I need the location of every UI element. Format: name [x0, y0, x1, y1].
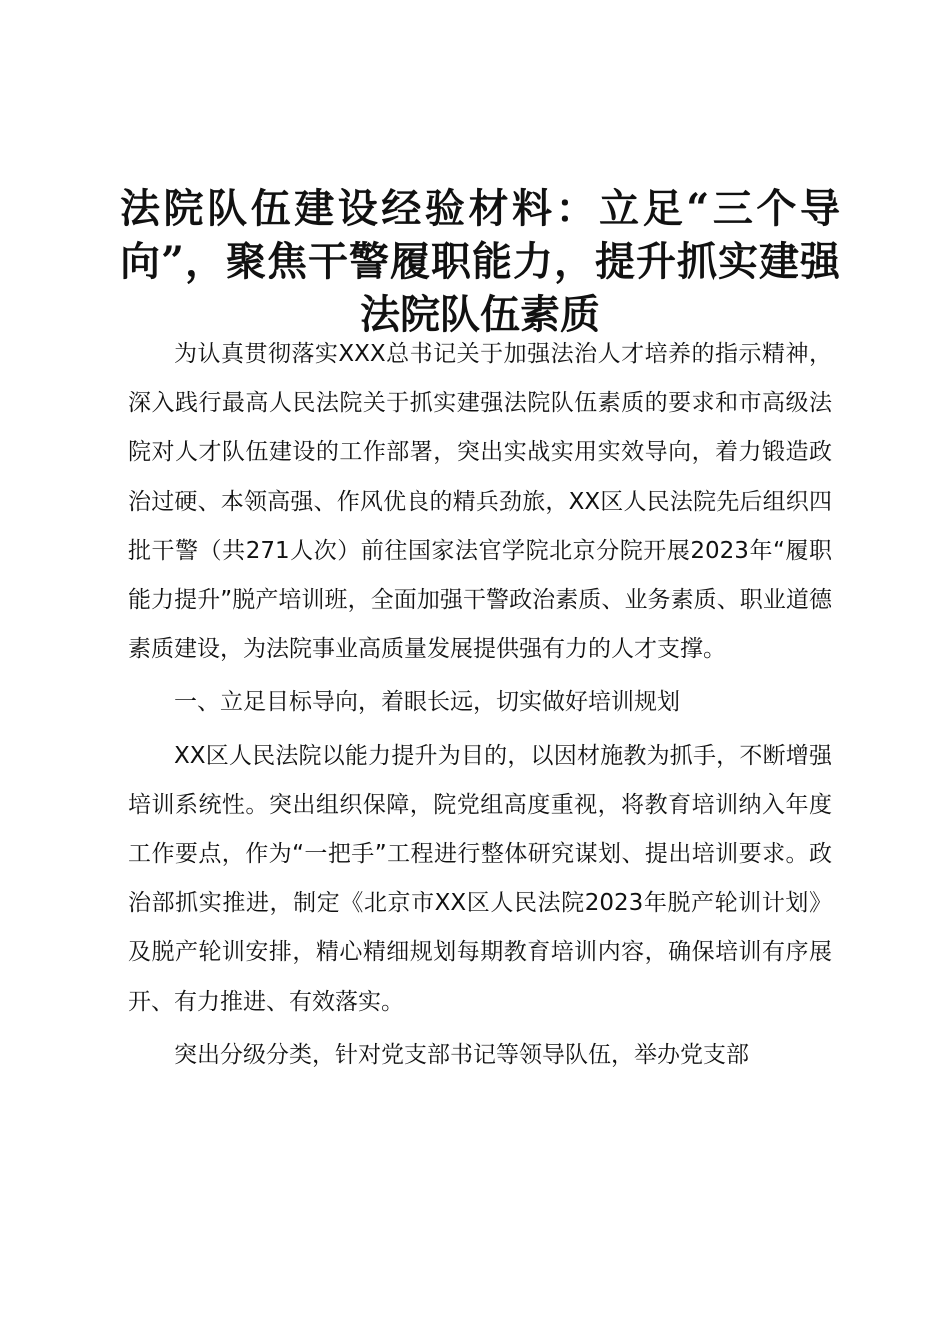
section-1-paragraph-1: XX区人民法院以能力提升为目的，以因材施教为抓手，不断增强培训系统性。突出组织保障，院党组高度重视，将教育培训纳入年度工作要点，作为“一把手”工程进行整体研究谋划、提出培训要求。政治部抓实推进，制定《北京市XX区人民法院2023年脱产轮训计划》及脱产轮训安排，精心精细规划每期教育培训内容，确保培训有序展开、有力推进、有效落实。	[128, 742, 832, 1015]
intro-paragraph: 为认真贯彻落实XXX总书记关于加强法治人才培养的指示精神，深入践行最高人民法院关于抓实建强法院队伍素质的要求和市高级法院对人才队伍建设的工作部署，突出实战实用实效导向，着力锻造政治过硬、本领高强、作风优良的精兵劲旅，XX区人民法院先后组织四批干警（共271人次）前往国家法官学院北京分院开展2023年“履职能力提升”脱产培训班，全面加强干警政治素质、业务素质、职业道德素质建设，为法院事业高质量发展提供强有力的人才支撑。	[128, 341, 832, 663]
document-body	[128, 330, 832, 1080]
section-1-paragraph-2: 突出分级分类，针对党支部书记等领导队伍，举办党支部	[174, 1041, 749, 1068]
section-heading-1: 一、立足目标导向，着眼长远，切实做好培训规划	[174, 689, 680, 716]
document-title: 法院队伍建设经验材料：立足“三个导向”，聚焦干警履职能力，提升抓实建强法院队伍素质	[120, 185, 840, 338]
